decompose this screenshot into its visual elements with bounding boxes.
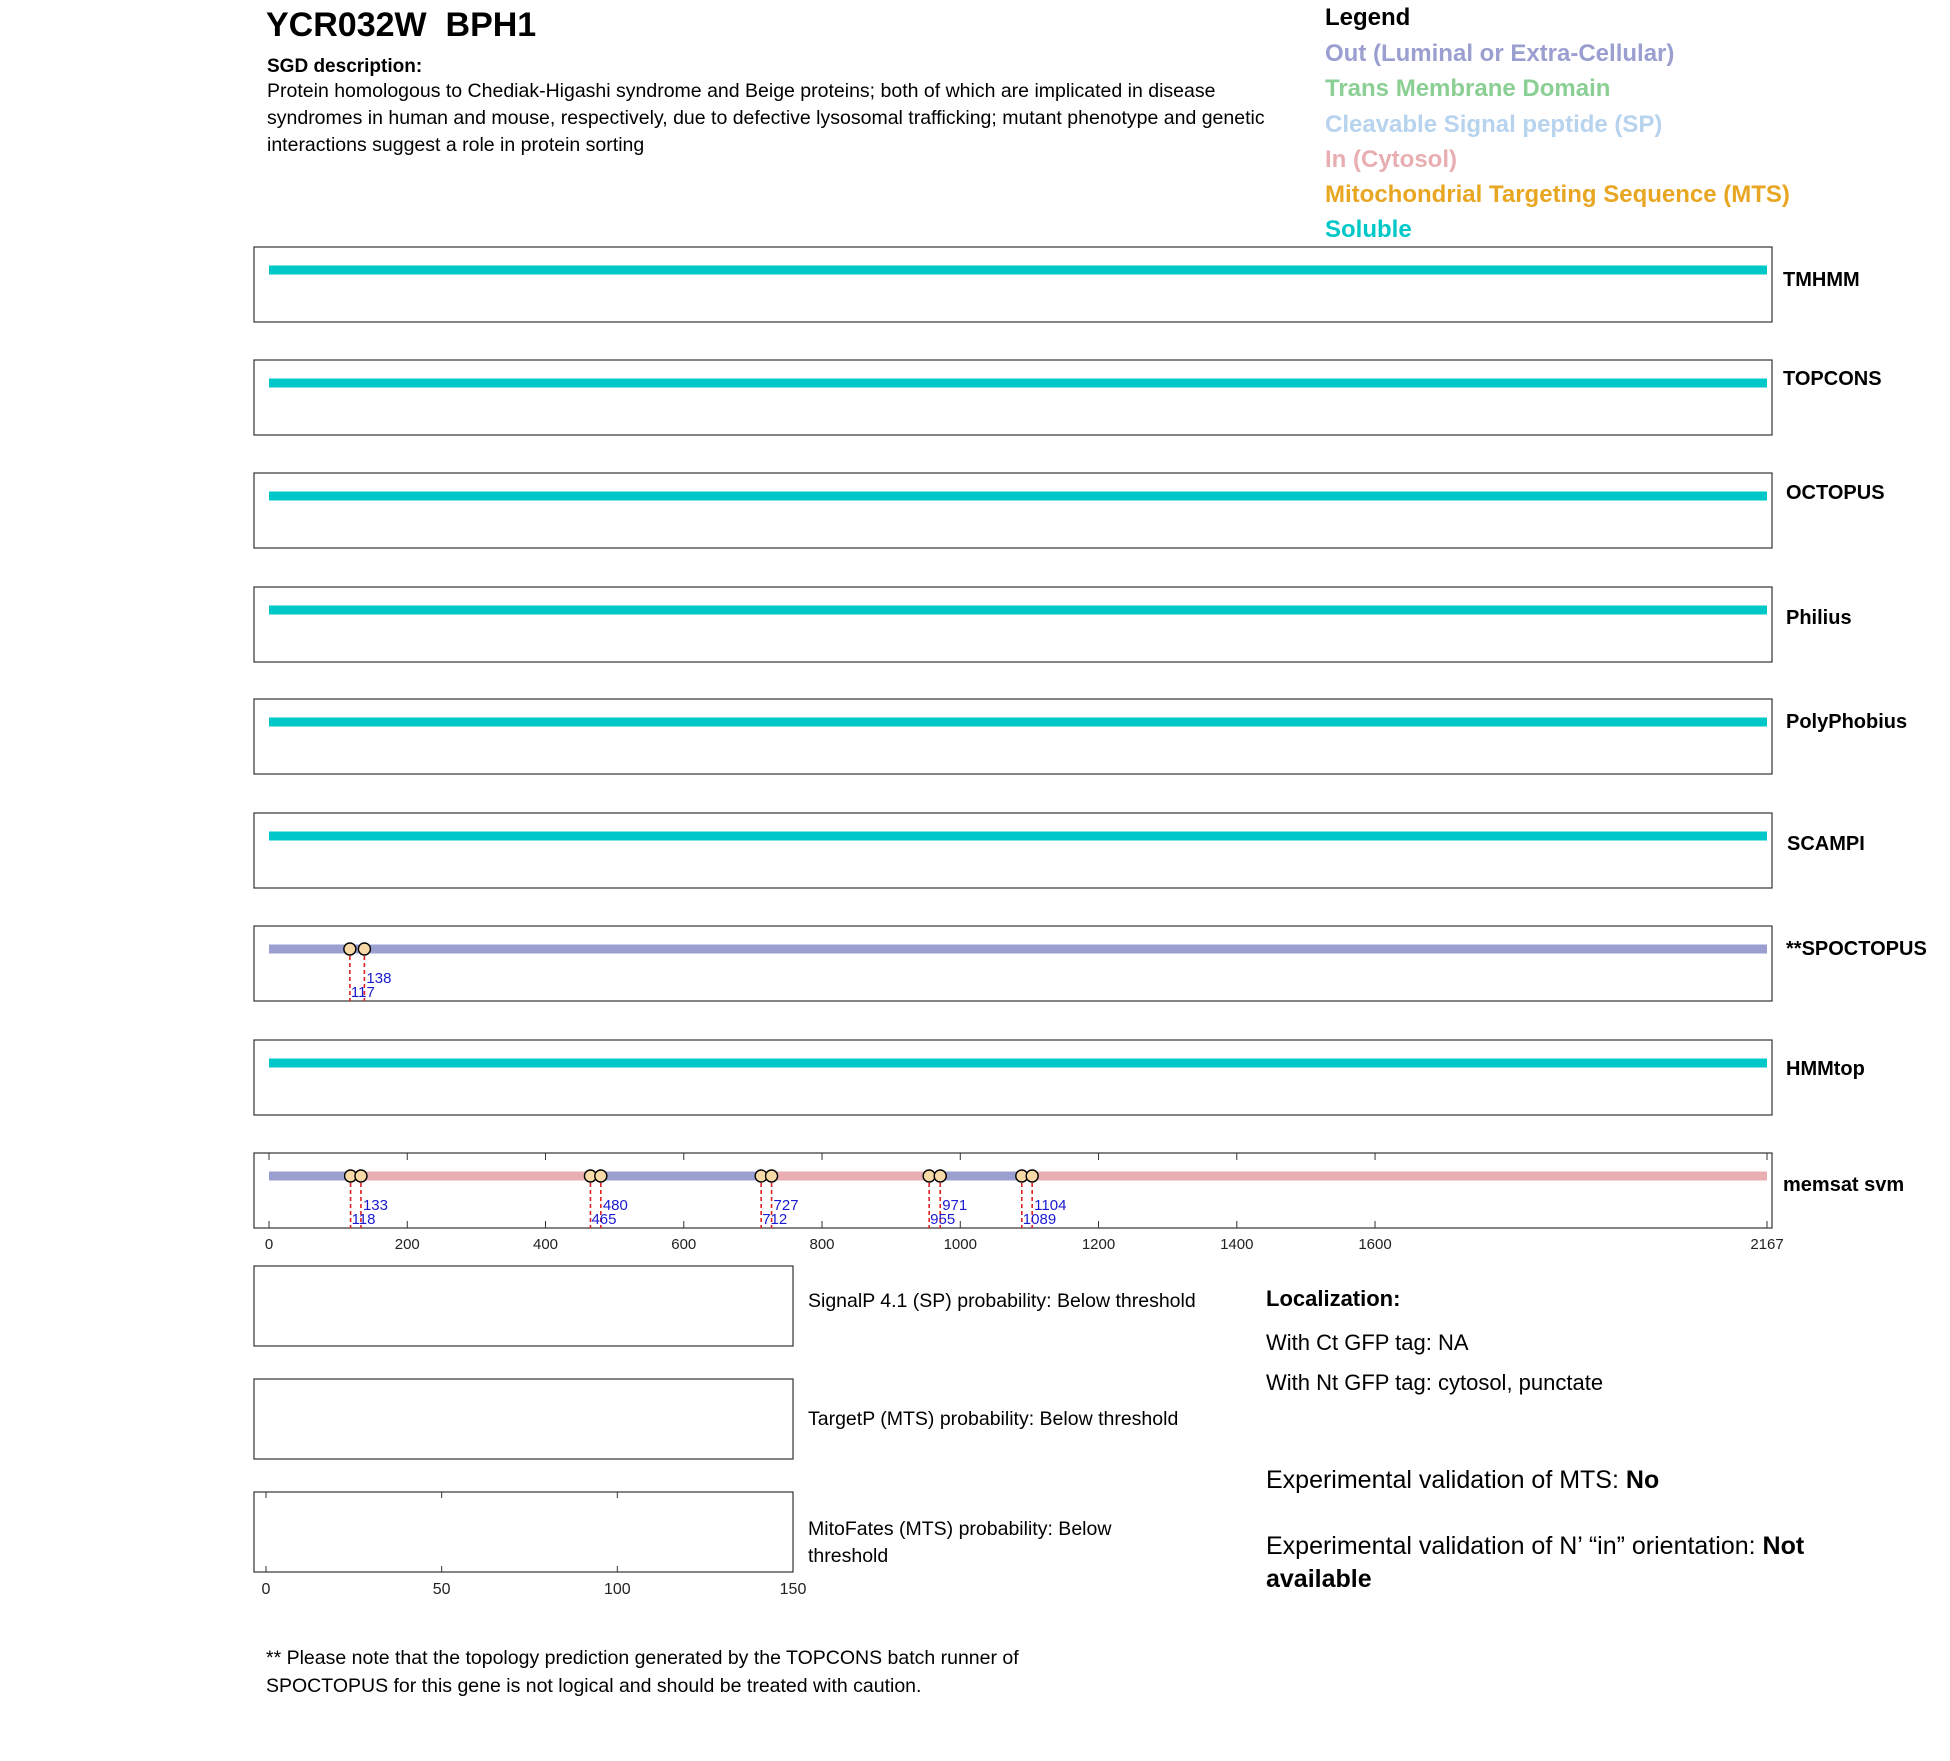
x-tick-label: 1400 [1220,1236,1254,1253]
legend-item-mts: Mitochondrial Targeting Sequence (MTS) [1325,181,1790,208]
boundary-label: 955 [930,1211,956,1228]
boundary-marker [595,1170,607,1182]
legend-item-out: Out (Luminal or Extra-Cellular) [1325,40,1675,67]
track-label: TMHMM [1783,269,1860,291]
track-label: TOPCONS [1783,368,1882,390]
gene-name: BPH1 [445,6,537,44]
track-label: Philius [1786,607,1852,629]
boundary-label: 138 [366,970,392,987]
boundary-label: 1089 [1022,1211,1057,1228]
legend-item-soluble: Soluble [1325,216,1412,243]
track-label: OCTOPUS [1786,482,1885,504]
boundary-label: 727 [773,1197,799,1214]
track-label: memsat svm [1783,1174,1905,1196]
signalp-label: SignalP 4.1 (SP) probability: Below threshold [808,1290,1196,1312]
boundary-marker [934,1170,946,1182]
probability-box [254,1492,793,1572]
x-tick-label: 800 [809,1236,835,1253]
boundary-marker [923,1170,935,1182]
track-box [254,1153,1772,1228]
track-box [254,813,1772,888]
localization-nt: With Nt GFP tag: cytosol, punctate [1266,1370,1604,1395]
x-tick-label: 0 [264,1236,274,1253]
track-box [254,1040,1772,1115]
track-box [254,360,1772,435]
mts-validation-prefix: Experimental validation of MTS: [1266,1466,1626,1494]
x-tick-label: 1600 [1358,1236,1392,1253]
legend-item-sp: Cleavable Signal peptide (SP) [1325,111,1663,138]
targetp-label: TargetP (MTS) probability: Below threshold [808,1408,1179,1430]
mts-validation [1266,1464,1886,1497]
probability-box [254,1379,793,1459]
track-label: **SPOCTOPUS [1786,938,1927,960]
localization-ct: With Ct GFP tag: NA [1266,1330,1469,1355]
boundary-marker [1026,1170,1038,1182]
boundary-marker [355,1170,367,1182]
sgd-description-text: Protein homologous to Chediak-Higashi syndrome and Beige proteins; both of which are implicated in disease syndromes in human and mouse, respectively, due to defective lysosomal trafficking; mutant phenotype and genetic interactions suggest a role in protein sorting [267,80,1265,156]
boundary-marker [358,943,370,955]
boundary-label: 117 [350,984,375,1001]
legend-item-tm: Trans Membrane Domain [1325,75,1611,102]
track-box [254,247,1772,322]
track-box [254,699,1772,774]
boundary-marker [344,943,356,955]
track-label: SCAMPI [1787,833,1865,855]
track-box [254,473,1772,548]
x-tick-label: 200 [394,1236,420,1253]
mitofates-label: MitoFates (MTS) probability: Below threshold [808,1518,1112,1567]
track-box [254,587,1772,662]
probability-box [254,1266,793,1346]
prob-tick-label: 150 [779,1581,807,1598]
orientation-validation [1266,1530,1886,1596]
track-box [254,926,1772,1001]
boundary-label: 971 [942,1197,968,1214]
track-label: HMMtop [1786,1058,1865,1080]
x-tick-label: 1000 [943,1236,977,1253]
boundary-label: 465 [591,1211,617,1228]
boundary-label: 118 [351,1211,376,1228]
orientation-validation-value: Not available [1266,1532,1805,1593]
orientation-validation-prefix: Experimental validation of N’ “in” orientation: [1266,1532,1763,1560]
prob-tick-label: 100 [603,1581,631,1598]
track-label: PolyPhobius [1786,711,1908,733]
prob-tick-label: 0 [261,1581,271,1598]
x-tick-label: 600 [671,1236,697,1253]
gene-id: YCR032W [266,6,427,44]
boundary-marker [766,1170,778,1182]
boundary-label: 712 [762,1211,788,1228]
prob-tick-label: 50 [432,1581,451,1598]
x-tick-label: 400 [532,1236,559,1253]
legend-title: Legend [1325,4,1411,31]
footnote: ** Please note that the topology prediction generated by the TOPCONS batch runner of SPOCTOPUS for this gene is not logical and should be treated with caution. [266,1647,1019,1697]
mts-validation-value: No [1625,1466,1660,1494]
boundary-label: 1104 [1034,1197,1067,1214]
localization-title: Localization: [1266,1286,1401,1311]
x-tick-label: 1200 [1081,1236,1116,1253]
sgd-description-label: SGD description: [267,56,423,77]
legend-item-in: In (Cytosol) [1325,146,1457,173]
boundary-label: 133 [362,1197,388,1214]
x-tick-label: 2167 [1750,1236,1784,1253]
boundary-label: 480 [602,1197,628,1214]
